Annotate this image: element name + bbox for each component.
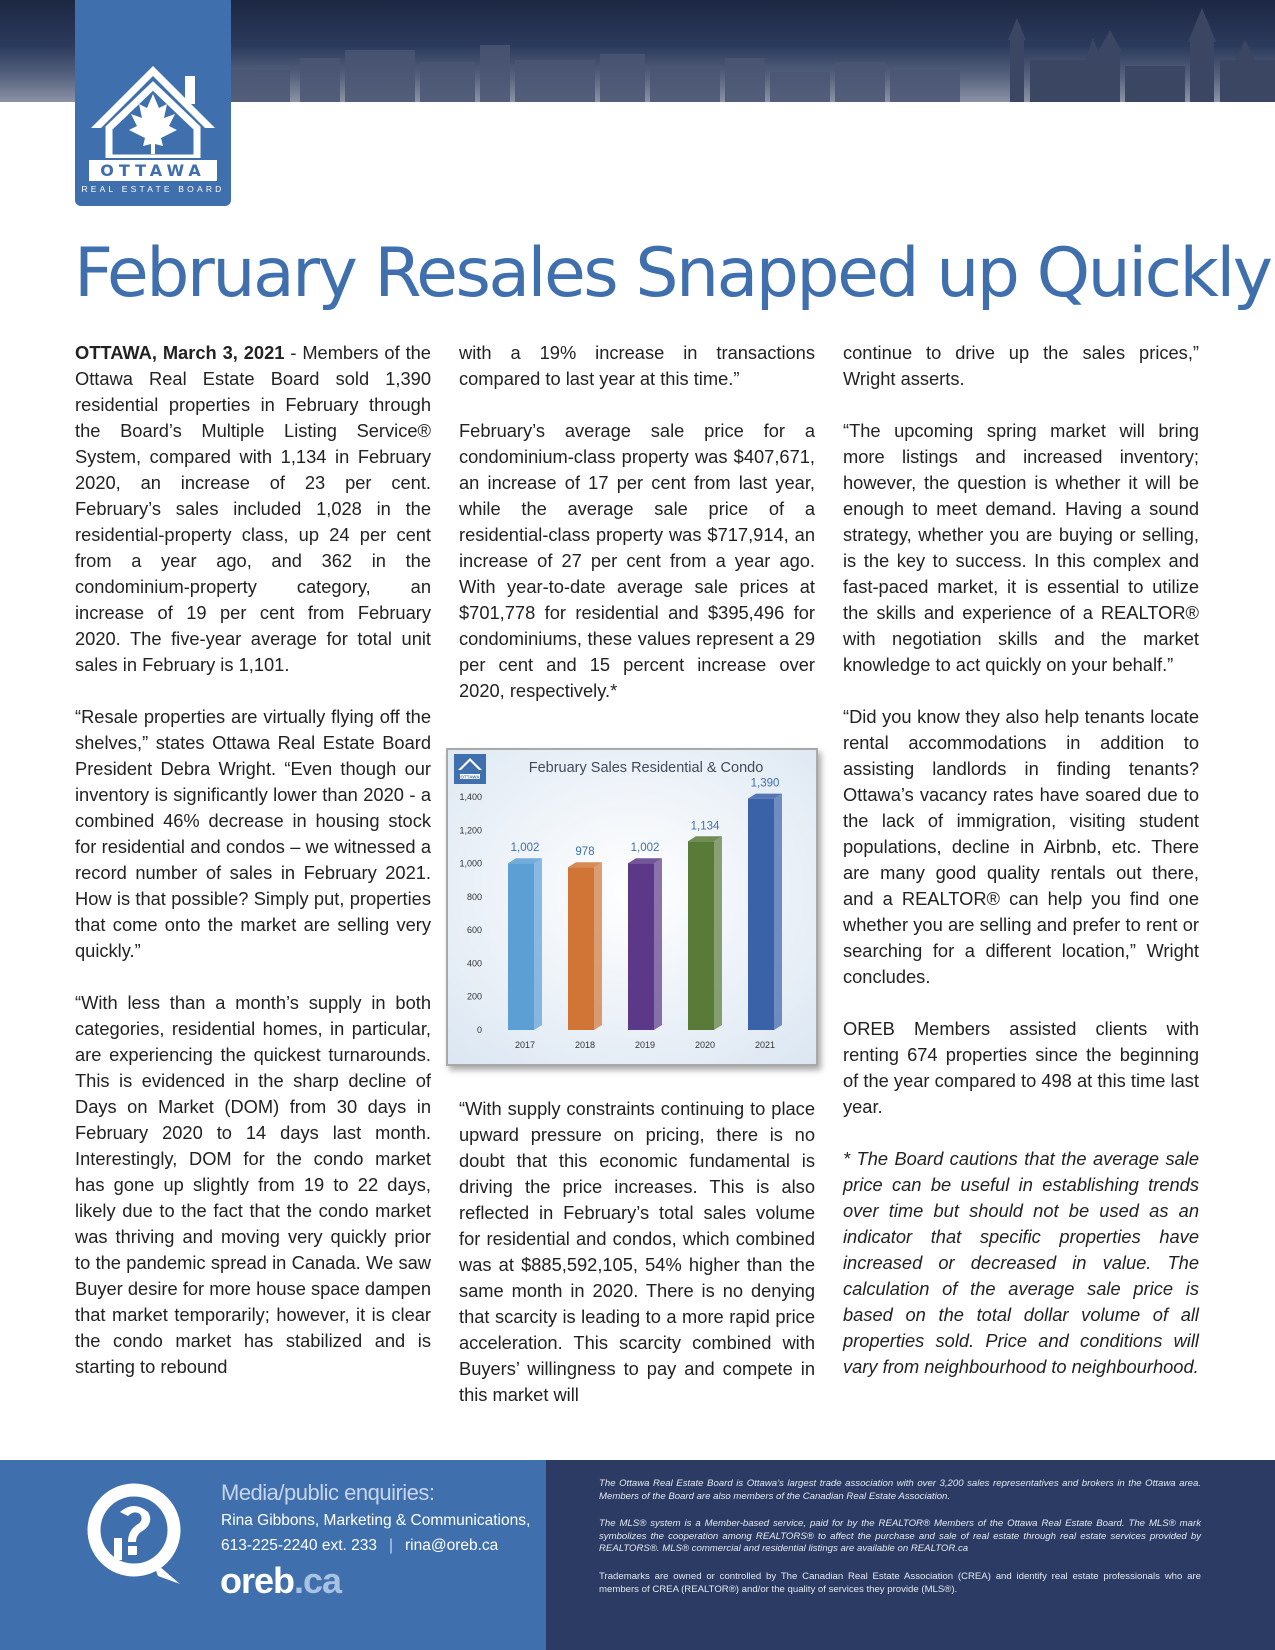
y-tick-label: 0 xyxy=(476,1025,482,1035)
bar-value-label: 978 xyxy=(575,846,595,859)
x-tick-label: 2019 xyxy=(634,1040,656,1050)
y-tick-label: 600 xyxy=(466,925,482,936)
footer-disclaimer-3: Trademarks are owned or controlled by The Canadian Real Estate Association (CREA) and identify real estate professionals who are members of CREA (REALTOR®) and/or the quality of services they provide (MLS®). xyxy=(599,1571,1201,1595)
bar-value-label: 1,002 xyxy=(630,842,660,855)
bar-side xyxy=(594,862,602,1030)
oreb-q-logo-icon xyxy=(84,1480,186,1588)
y-tick-label: 1,000 xyxy=(459,858,482,869)
bar xyxy=(508,863,534,1030)
bar-value-label: 1,134 xyxy=(690,820,720,833)
website-name: oreb xyxy=(220,1560,295,1601)
footer-disclaimer-1: The Ottawa Real Estate Board is Ottawa’s largest trade association with over 3,200 sales representatives and brokers in the Ottawa area. Members of the Board are also members of the Canadian Real Estate Association. xyxy=(599,1478,1201,1502)
paragraph: OREB Members assisted clients with renting 674 properties since the beginning of the year compared to 498 at this time last year. xyxy=(843,1018,1199,1117)
y-tick-label: 200 xyxy=(466,991,482,1002)
website-link[interactable] xyxy=(220,1560,341,1602)
y-tick-label: 1,400 xyxy=(459,792,482,802)
y-tick-label: 400 xyxy=(466,958,482,969)
contact-name: Rina Gibbons, Marketing & Communications, xyxy=(221,1512,531,1529)
bar-value-label: 1,390 xyxy=(750,777,780,790)
media-enquiries-heading: Media/public enquiries: xyxy=(221,1480,435,1505)
oreb-logo xyxy=(75,0,231,206)
chart-title: February Sales Residential & Condo xyxy=(528,760,764,776)
paragraph: continue to drive up the sales prices,” Wright asserts. xyxy=(843,342,1199,389)
website-tld: .ca xyxy=(294,1560,342,1601)
y-tick-label: 800 xyxy=(466,891,482,902)
logo-wordmark: OTTAWA xyxy=(89,160,217,181)
bar-value-label: 1,002 xyxy=(510,842,540,855)
dateline: OTTAWA, March 3, 2021 xyxy=(75,342,285,363)
disclaimer-note: * The Board cautions that the average sale price can be useful in establishing trends over time but should not be used as an indicator that specific properties have increased or decreased in value. The calculation of the average sale price is based on the total dollar volume of all properties sold. Price and conditions will vary from neighbourhood to neighbourhood. xyxy=(843,1148,1199,1377)
contact-email-link[interactable]: rina@oreb.ca xyxy=(405,1537,499,1554)
contact-phone: 613-225-2240 ext. 233 xyxy=(221,1537,377,1554)
paragraph: “With less than a month’s supply in both categories, residential homes, in particular, are experiencing the quickest turnarounds. This is evidenced in the sharp decline of Days on Market (DOM) from 30 days in February 2020 to 14 days last month. Interestingly, DOM for the condo market has gone up slightly from 19 to 22 days, likely due to the fact that the condo market was thriving and moving very quickly prior to the pandemic spread in Canada. We saw Buyer desire for more house space dampen that market temporarily; however, it is clear the condo market has stabilized and is starting to rebound xyxy=(75,992,431,1377)
paragraph: with a 19% increase in transactions compared to last year at this time.” xyxy=(459,342,815,389)
paragraph-lead xyxy=(75,340,431,678)
bar xyxy=(688,841,714,1030)
bar xyxy=(628,863,654,1030)
paragraph-lead-text: - Members of the Ottawa Real Estate Board sold 1,390 residential properties in February through the Board’s Multiple Listing Service® System, compared with 1,134 in February 2020, an increase of 23 per cent. February’s sales included 1,028 in the residential-property class, up 24 per cent from a year ago, and 362 in the condominium-property category, an increase of 19 per cent from February 2020. The five-year average for total unit sales in February is 1,101. xyxy=(75,342,431,675)
x-tick-label: 2017 xyxy=(514,1040,536,1050)
logo-subtitle: REAL ESTATE BOARD xyxy=(81,184,225,194)
article-column-1 xyxy=(75,340,431,1406)
chart-logo-word: OTTAWA xyxy=(460,774,480,780)
article-column-2-continued xyxy=(459,1096,815,1434)
bar-side xyxy=(654,858,662,1030)
chart-canvas xyxy=(448,750,816,1064)
house-maple-leaf-icon xyxy=(89,62,217,158)
x-tick-label: 2018 xyxy=(574,1040,596,1050)
contact-divider: | xyxy=(388,1537,394,1554)
paragraph: “The upcoming spring market will bring more listings and increased inventory; however, the question is whether it will be enough to meet demand. Having a sound strategy, whether you are buying or selling, is the key to success. In this complex and fast-paced market, it is essential to utilize the skills and experience of a REALTOR® with negotiation skills and the market knowledge to act quickly on your behalf.” xyxy=(843,420,1199,675)
contact-details xyxy=(221,1537,498,1555)
paragraph: “Did you know they also help tenants locate rental accommodations in addition to assisting landlords in finding tenants? Ottawa’s vacancy rates have soared due to the lack of immigration, visiting student populations, decline in Airbnb, etc. There are many good quality rentals out there, and a REALTOR® can help you find one whether you are selling and prefer to rent or searching for a different location,” Wright concludes. xyxy=(843,706,1199,987)
bar-side xyxy=(774,794,782,1030)
paragraph: “With supply constraints continuing to place upward pressure on pricing, there is no doubt that this economic fundamental is driving the price increases. This is also reflected in February’s total sales volume for residential and condos, which combined was at $885,592,105, 54% higher than the same month in 2020. There is no denying that scarcity is leading to a more rapid price acceleration. This scarcity combined with Buyers’ willingness to pay and compete in this market will xyxy=(459,1098,815,1405)
article-column-3 xyxy=(843,340,1199,1406)
bar xyxy=(568,867,594,1030)
y-tick-label: 1,200 xyxy=(459,825,482,836)
sales-bar-chart xyxy=(446,748,818,1066)
paragraph: “Resale properties are virtually flying off the shelves,” states Ottawa Real Estate Board President Debra Wright. “Even though our inventory is significantly lower than 2020 - a combined 46% decrease in housing stock for residential and condos – we witnessed a record number of sales in February 2021. How is that possible? Simply put, properties that come onto the market are selling very quickly.” xyxy=(75,706,431,961)
article-title: February Resales Snapped up Quickly xyxy=(74,234,1271,313)
bar-side xyxy=(534,858,542,1030)
bar xyxy=(748,799,774,1030)
footer-disclaimer-2: The MLS® system is a Member-based service, paid for by the REALTOR® Members of the Ottawa Real Estate Board. The MLS® mark symbolizes the cooperation among REALTORS® to affect the purchase and sale of real estate through real estate services provided by REALTORS®. MLS® commercial and residential listings are available on REALTOR.ca xyxy=(599,1518,1201,1554)
x-tick-label: 2020 xyxy=(694,1040,716,1050)
article-column-2 xyxy=(459,340,815,730)
x-tick-label: 2021 xyxy=(754,1040,776,1050)
paragraph: February’s average sale price for a condominium-class property was $407,671, an increase of 17 per cent from last year, while the average sale price of a residential-class property was $717,914, an increase of 27 per cent from a year ago. With year-to-date average sale prices at $701,778 for residential and $395,496 for condominiums, these values represent a 29 per cent and 15 percent increase over 2020, respectively.* xyxy=(459,420,815,701)
bar-side xyxy=(714,836,722,1030)
